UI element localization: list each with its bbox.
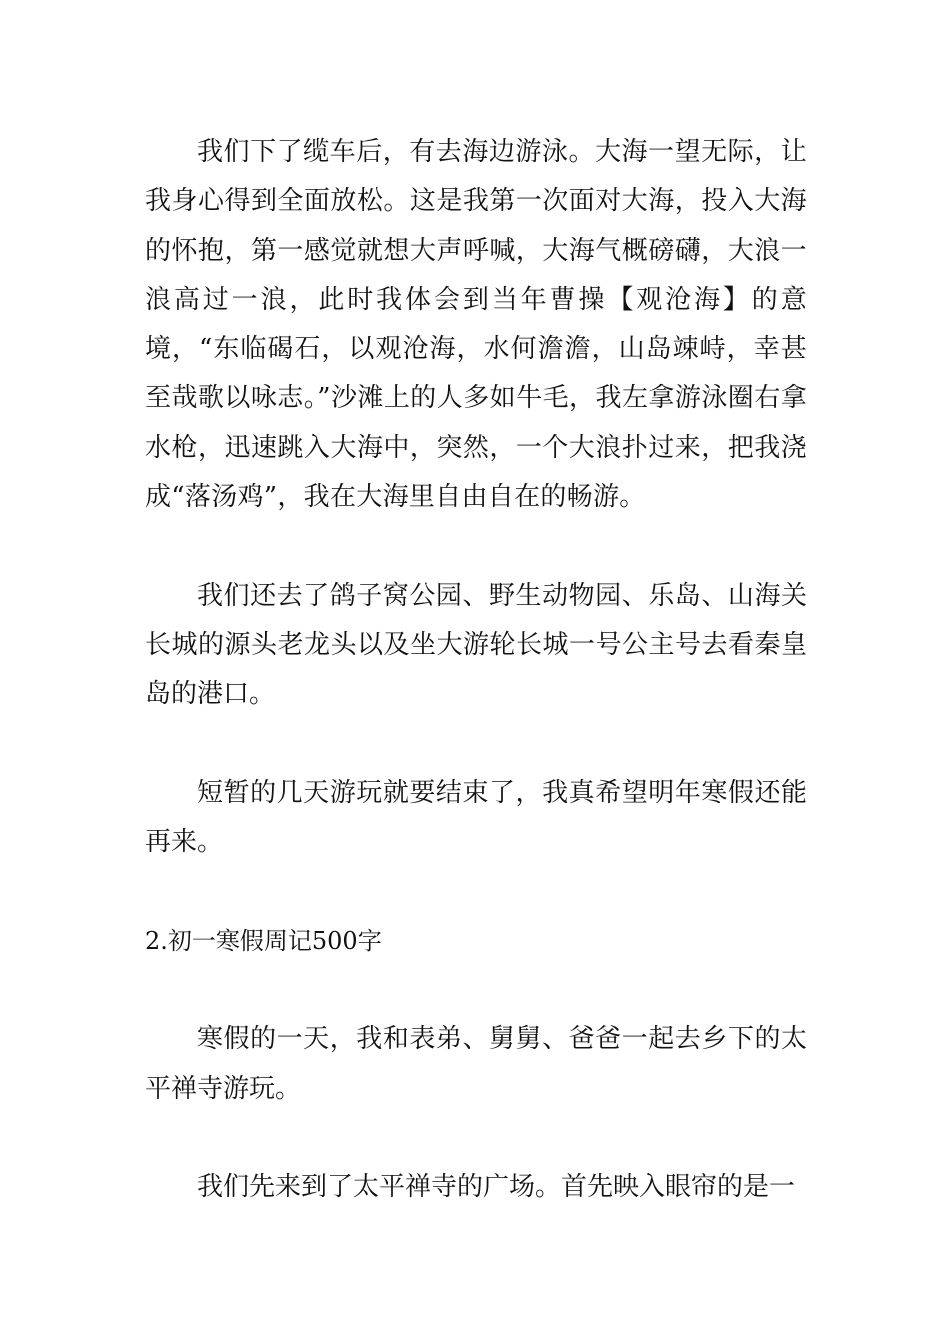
paragraph-temple-square: 我们先来到了太平禅寺的广场。首先映入眼帘的是一 xyxy=(197,1172,796,1203)
document-body xyxy=(145,128,807,1213)
paragraph-gap xyxy=(145,1114,807,1163)
paragraph-attractions: 我们还去了鸽子窝公园、野生动物园、乐岛、山海关长城的源头老龙头以及坐大游轮长城一号公主号去看秦皇岛的港口。 xyxy=(145,580,807,710)
paragraph-gap xyxy=(145,522,807,571)
paragraph-temple-visit: 寒假的一天，我和表弟、舅舅、爸爸一起去乡下的太平禅寺游玩。 xyxy=(145,1024,807,1104)
paragraph-gap xyxy=(145,867,807,916)
section-heading: 2.初一寒假周记500字 xyxy=(145,926,382,955)
paragraph-gap xyxy=(145,720,807,769)
paragraph-trip-ending: 短暂的几天游玩就要结束了，我真希望明年寒假还能再来。 xyxy=(145,777,807,858)
paragraph-seaside-swim: 我们下了缆车后，有去海边游泳。大海一望无际，让我身心得到全面放松。这是我第一次面对大海，投入大海的怀抱，第一感觉就想大声呼喊，大海气概磅礴，大浪一浪高过一浪，此时我体会到当年曹操【观沧海】的意境，“东临碣石，以观沧海，水何澹澹，山岛竦峙，幸甚至哉歌以咏志。”沙滩上的人多如牛毛，我左拿游泳圈右拿水枪，迅速跳入大海中，突然，一个大浪扑过来，把我浇成“落汤鸡”，我在大海里自由自在的畅游。 xyxy=(145,137,807,513)
paragraph-gap xyxy=(145,966,807,1015)
